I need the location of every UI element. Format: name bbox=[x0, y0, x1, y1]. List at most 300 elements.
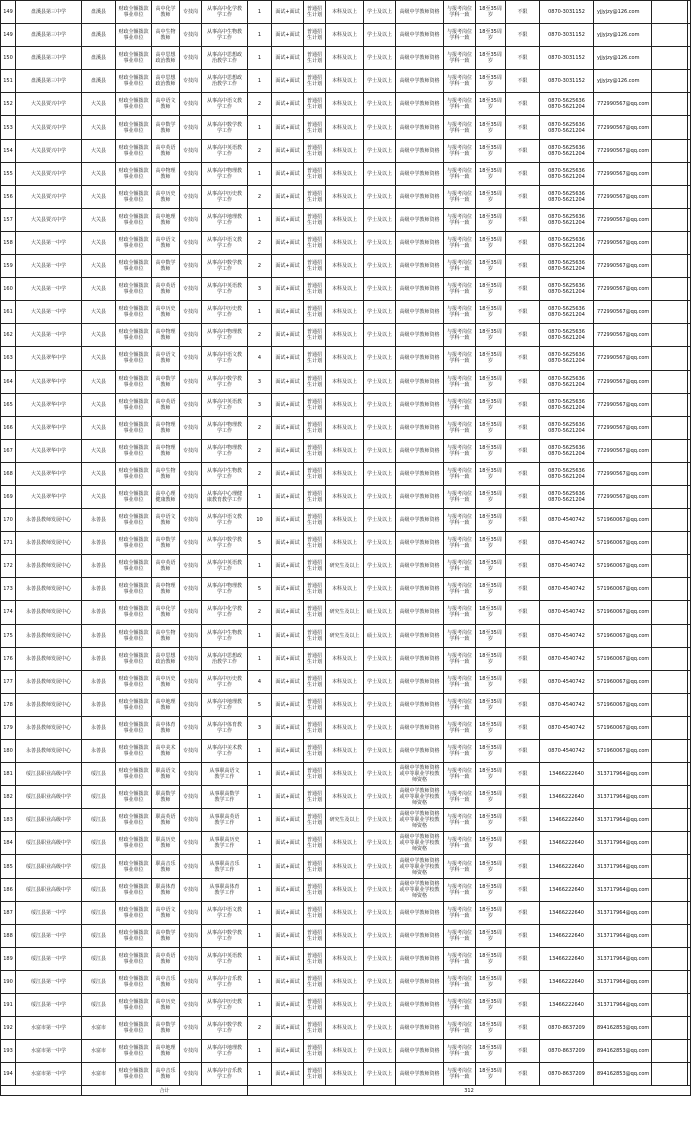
duty-cell: 从事高中历史教 学工作 bbox=[202, 301, 248, 324]
hire-count-cell: 2 bbox=[248, 93, 272, 116]
post-name-cell: 高中数学 教师 bbox=[152, 370, 180, 393]
age-range-cell: 18至35周岁 bbox=[476, 901, 506, 924]
edge-cell bbox=[688, 786, 691, 809]
contact-phone-cell: 0870-8637209 bbox=[540, 1017, 594, 1040]
contact-email-cell: 571960067@qq.com bbox=[594, 693, 652, 716]
teacher-certificate-cell: 高级中学教师资格 或中等职业学校教 师资格 bbox=[396, 809, 444, 832]
hire-count-cell: 2 bbox=[248, 324, 272, 347]
major-requirement-cell: 与报考岗位 学科一致 bbox=[444, 93, 476, 116]
enrollment-source-cell: 普通招 生计划 bbox=[304, 809, 326, 832]
degree-cell: 学士及以上 bbox=[364, 786, 396, 809]
contact-phone-cell: 0870-4540742 bbox=[540, 601, 594, 624]
contact-phone-cell: 0870-4540742 bbox=[540, 647, 594, 670]
contact-phone-cell: 0870-4540742 bbox=[540, 578, 594, 601]
exam-method-cell: 面试+面试 bbox=[272, 139, 304, 162]
post-category-cell: 专技岗 bbox=[180, 924, 202, 947]
exam-method-cell: 面试+面试 bbox=[272, 924, 304, 947]
edge-cell bbox=[688, 439, 691, 462]
degree-cell: 学士及以上 bbox=[364, 485, 396, 508]
post-name-cell: 高中物理 教师 bbox=[152, 578, 180, 601]
contact-phone-cell: 0870-4540742 bbox=[540, 693, 594, 716]
post-category-cell: 专技岗 bbox=[180, 301, 202, 324]
unit-type-cell: 财政全额拨款 事业单位 bbox=[116, 1017, 152, 1040]
major-requirement-cell: 与报考岗位 学科一致 bbox=[444, 532, 476, 555]
employer-name-cell: 大关县贾兴中学 bbox=[16, 116, 82, 139]
education-cell: 本科及以上 bbox=[326, 1063, 364, 1086]
row-number-cell: 171 bbox=[1, 532, 16, 555]
row-number-cell: 151 bbox=[1, 70, 16, 93]
enrollment-source-cell: 普通招 生计划 bbox=[304, 716, 326, 739]
edge-cell bbox=[688, 301, 691, 324]
post-name-cell: 高中语文 教师 bbox=[152, 93, 180, 116]
other-requirement-cell: 不限 bbox=[506, 1, 540, 24]
degree-cell: 学士及以上 bbox=[364, 924, 396, 947]
exam-method-cell: 面试+面试 bbox=[272, 439, 304, 462]
remark-cell bbox=[652, 393, 688, 416]
unit-type-cell: 财政全额拨款 事业单位 bbox=[116, 878, 152, 901]
table-row bbox=[1, 532, 691, 555]
contact-email-cell: 772990567@qq.com bbox=[594, 485, 652, 508]
teacher-certificate-cell: 高级中学教师资格 bbox=[396, 255, 444, 278]
contact-phone-cell: 0870-8637209 bbox=[540, 1063, 594, 1086]
teacher-certificate-cell: 高级中学教师资格 bbox=[396, 740, 444, 763]
employer-name-cell: 绥江县第一中学 bbox=[16, 970, 82, 993]
hire-count-cell: 5 bbox=[248, 532, 272, 555]
contact-email-cell: 313717964@qq.com bbox=[594, 970, 652, 993]
exam-method-cell: 面试+面试 bbox=[272, 1063, 304, 1086]
county-cell: 绥江县 bbox=[82, 878, 116, 901]
teacher-certificate-cell: 高级中学教师资格 bbox=[396, 970, 444, 993]
contact-email-cell: yjjyjzy@126.com bbox=[594, 1, 652, 24]
major-requirement-cell: 与报考岗位 学科一致 bbox=[444, 1040, 476, 1063]
major-requirement-cell: 与报考岗位 学科一致 bbox=[444, 47, 476, 70]
table-row bbox=[1, 878, 691, 901]
duty-cell: 从事高中地理教 学工作 bbox=[202, 208, 248, 231]
employer-name-cell: 大关县翠华中学 bbox=[16, 439, 82, 462]
post-name-cell: 高中数学 教师 bbox=[152, 116, 180, 139]
other-requirement-cell: 不限 bbox=[506, 693, 540, 716]
degree-cell: 学士及以上 bbox=[364, 809, 396, 832]
post-category-cell: 专技岗 bbox=[180, 809, 202, 832]
exam-method-cell: 面试+面试 bbox=[272, 740, 304, 763]
table-row bbox=[1, 24, 691, 47]
age-range-cell: 18至35周岁 bbox=[476, 763, 506, 786]
county-cell: 大关县 bbox=[82, 485, 116, 508]
major-requirement-cell: 与报考岗位 学科一致 bbox=[444, 809, 476, 832]
contact-phone-cell: 0870-4540742 bbox=[540, 555, 594, 578]
row-number-cell: 183 bbox=[1, 809, 16, 832]
unit-type-cell: 财政全额拨款 事业单位 bbox=[116, 462, 152, 485]
row-number-cell: 177 bbox=[1, 670, 16, 693]
exam-method-cell: 面试+面试 bbox=[272, 855, 304, 878]
education-cell: 本科及以上 bbox=[326, 393, 364, 416]
exam-method-cell: 面试+面试 bbox=[272, 370, 304, 393]
employer-name-cell: 大关县第一中学 bbox=[16, 231, 82, 254]
employer-name-cell: 大关县第一中学 bbox=[16, 301, 82, 324]
exam-method-cell: 面试+面试 bbox=[272, 1040, 304, 1063]
duty-cell: 从事高中思想政 治教学工作 bbox=[202, 70, 248, 93]
exam-method-cell: 面试+面试 bbox=[272, 555, 304, 578]
duty-cell: 从事高中思想政 治教学工作 bbox=[202, 647, 248, 670]
duty-cell: 从事高中生物教 学工作 bbox=[202, 462, 248, 485]
other-requirement-cell: 不限 bbox=[506, 670, 540, 693]
post-name-cell: 职高音乐 教师 bbox=[152, 855, 180, 878]
county-cell: 大关县 bbox=[82, 301, 116, 324]
enrollment-source-cell: 普通招 生计划 bbox=[304, 24, 326, 47]
exam-method-cell: 面试+面试 bbox=[272, 324, 304, 347]
contact-phone-cell: 13466222640 bbox=[540, 970, 594, 993]
age-range-cell: 18至35周岁 bbox=[476, 994, 506, 1017]
contact-phone-cell: 0870-5625636 0870-5621204 bbox=[540, 301, 594, 324]
employer-name-cell: 大关县翠华中学 bbox=[16, 393, 82, 416]
teacher-certificate-cell: 高级中学教师资格 bbox=[396, 439, 444, 462]
county-cell: 大关县 bbox=[82, 139, 116, 162]
teacher-certificate-cell: 高级中学教师资格 或中等职业学校教 师资格 bbox=[396, 878, 444, 901]
employer-name-cell: 永善县教师发展中心 bbox=[16, 693, 82, 716]
teacher-certificate-cell: 高级中学教师资格 bbox=[396, 416, 444, 439]
hire-count-cell: 1 bbox=[248, 924, 272, 947]
row-number-cell: 181 bbox=[1, 763, 16, 786]
teacher-certificate-cell: 高级中学教师资格 bbox=[396, 1, 444, 24]
duty-cell: 从事高中英语教 学工作 bbox=[202, 278, 248, 301]
enrollment-source-cell: 普通招 生计划 bbox=[304, 947, 326, 970]
table-row bbox=[1, 162, 691, 185]
remark-cell bbox=[652, 740, 688, 763]
post-name-cell: 职高体育 教师 bbox=[152, 878, 180, 901]
contact-phone-cell: 0870-5625636 0870-5621204 bbox=[540, 393, 594, 416]
exam-method-cell: 面试+面试 bbox=[272, 832, 304, 855]
post-category-cell: 专技岗 bbox=[180, 878, 202, 901]
major-requirement-cell: 与报考岗位 学科一致 bbox=[444, 670, 476, 693]
exam-method-cell: 面试+面试 bbox=[272, 1017, 304, 1040]
remark-cell bbox=[652, 370, 688, 393]
post-name-cell: 高中生物 教师 bbox=[152, 24, 180, 47]
major-requirement-cell: 与报考岗位 学科一致 bbox=[444, 786, 476, 809]
other-requirement-cell: 不限 bbox=[506, 647, 540, 670]
exam-method-cell: 面试+面试 bbox=[272, 462, 304, 485]
unit-type-cell: 财政全额拨款 事业单位 bbox=[116, 162, 152, 185]
county-cell: 绥江县 bbox=[82, 970, 116, 993]
post-name-cell: 高中化学 教师 bbox=[152, 601, 180, 624]
unit-type-cell: 财政全额拨款 事业单位 bbox=[116, 786, 152, 809]
hire-count-cell: 1 bbox=[248, 1040, 272, 1063]
county-cell: 大关县 bbox=[82, 393, 116, 416]
other-requirement-cell: 不限 bbox=[506, 301, 540, 324]
major-requirement-cell: 与报考岗位 学科一致 bbox=[444, 70, 476, 93]
edge-cell bbox=[688, 1040, 691, 1063]
education-cell: 本科及以上 bbox=[326, 855, 364, 878]
hire-count-cell: 1 bbox=[248, 301, 272, 324]
duty-cell: 从事高中地理教 学工作 bbox=[202, 693, 248, 716]
post-category-cell: 专技岗 bbox=[180, 716, 202, 739]
post-category-cell: 专技岗 bbox=[180, 1, 202, 24]
row-number-cell: 163 bbox=[1, 347, 16, 370]
other-requirement-cell: 不限 bbox=[506, 809, 540, 832]
post-name-cell: 高中物理 教师 bbox=[152, 439, 180, 462]
contact-phone-cell: 0870-8637209 bbox=[540, 1040, 594, 1063]
degree-cell: 学士及以上 bbox=[364, 278, 396, 301]
exam-method-cell: 面试+面试 bbox=[272, 878, 304, 901]
post-category-cell: 专技岗 bbox=[180, 740, 202, 763]
age-range-cell: 18至35周岁 bbox=[476, 578, 506, 601]
contact-email-cell: 313717964@qq.com bbox=[594, 994, 652, 1017]
age-range-cell: 18至35周岁 bbox=[476, 1017, 506, 1040]
post-category-cell: 专技岗 bbox=[180, 855, 202, 878]
row-number-cell: 176 bbox=[1, 647, 16, 670]
major-requirement-cell: 与报考岗位 学科一致 bbox=[444, 1017, 476, 1040]
major-requirement-cell: 与报考岗位 学科一致 bbox=[444, 370, 476, 393]
row-number-cell: 187 bbox=[1, 901, 16, 924]
contact-phone-cell: 13466222640 bbox=[540, 901, 594, 924]
hire-count-cell: 1 bbox=[248, 786, 272, 809]
age-range-cell: 18至35周岁 bbox=[476, 947, 506, 970]
remark-cell bbox=[652, 47, 688, 70]
hire-count-cell: 1 bbox=[248, 208, 272, 231]
county-cell: 绥江县 bbox=[82, 763, 116, 786]
table-row bbox=[1, 578, 691, 601]
contact-phone-cell: 0870-5625636 0870-5621204 bbox=[540, 439, 594, 462]
duty-cell: 从事高中数学教 学工作 bbox=[202, 116, 248, 139]
table-row bbox=[1, 994, 691, 1017]
major-requirement-cell: 与报考岗位 学科一致 bbox=[444, 462, 476, 485]
education-cell: 本科及以上 bbox=[326, 532, 364, 555]
teacher-certificate-cell: 高级中学教师资格 bbox=[396, 670, 444, 693]
major-requirement-cell: 与报考岗位 学科一致 bbox=[444, 116, 476, 139]
enrollment-source-cell: 普通招 生计划 bbox=[304, 601, 326, 624]
degree-cell: 学士及以上 bbox=[364, 347, 396, 370]
unit-type-cell: 财政全额拨款 事业单位 bbox=[116, 370, 152, 393]
other-requirement-cell: 不限 bbox=[506, 924, 540, 947]
major-requirement-cell: 与报考岗位 学科一致 bbox=[444, 162, 476, 185]
other-requirement-cell: 不限 bbox=[506, 162, 540, 185]
post-category-cell: 专技岗 bbox=[180, 93, 202, 116]
enrollment-source-cell: 普通招 生计划 bbox=[304, 901, 326, 924]
age-range-cell: 18至35周岁 bbox=[476, 393, 506, 416]
post-category-cell: 专技岗 bbox=[180, 624, 202, 647]
contact-email-cell: yjjyjzy@126.com bbox=[594, 47, 652, 70]
age-range-cell: 18至35周岁 bbox=[476, 924, 506, 947]
age-range-cell: 18至35周岁 bbox=[476, 855, 506, 878]
degree-cell: 学士及以上 bbox=[364, 832, 396, 855]
post-category-cell: 专技岗 bbox=[180, 324, 202, 347]
unit-type-cell: 财政全额拨款 事业单位 bbox=[116, 47, 152, 70]
post-category-cell: 专技岗 bbox=[180, 278, 202, 301]
table-row bbox=[1, 47, 691, 70]
teacher-certificate-cell: 高级中学教师资格 bbox=[396, 509, 444, 532]
table-row bbox=[1, 439, 691, 462]
duty-cell: 从事高中语文教 学工作 bbox=[202, 347, 248, 370]
duty-cell: 从事高中物理教 学工作 bbox=[202, 162, 248, 185]
row-number-cell: 164 bbox=[1, 370, 16, 393]
age-range-cell: 18至35周岁 bbox=[476, 208, 506, 231]
contact-email-cell: 313717964@qq.com bbox=[594, 832, 652, 855]
post-category-cell: 专技岗 bbox=[180, 555, 202, 578]
table-row bbox=[1, 1017, 691, 1040]
county-cell: 大关县 bbox=[82, 278, 116, 301]
remark-cell bbox=[652, 901, 688, 924]
major-requirement-cell: 与报考岗位 学科一致 bbox=[444, 208, 476, 231]
edge-cell bbox=[688, 555, 691, 578]
enrollment-source-cell: 普通招 生计划 bbox=[304, 462, 326, 485]
age-range-cell: 18至35周岁 bbox=[476, 24, 506, 47]
age-range-cell: 18至35周岁 bbox=[476, 324, 506, 347]
major-requirement-cell: 与报考岗位 学科一致 bbox=[444, 970, 476, 993]
unit-type-cell: 财政全额拨款 事业单位 bbox=[116, 970, 152, 993]
duty-cell: 从事高中美术教 学工作 bbox=[202, 740, 248, 763]
education-cell: 本科及以上 bbox=[326, 647, 364, 670]
employer-name-cell: 绥江县第一中学 bbox=[16, 994, 82, 1017]
age-range-cell: 18至35周岁 bbox=[476, 509, 506, 532]
post-name-cell: 高中语文 教师 bbox=[152, 347, 180, 370]
unit-type-cell: 财政全额拨款 事业单位 bbox=[116, 139, 152, 162]
employer-name-cell: 大关县翠华中学 bbox=[16, 347, 82, 370]
contact-phone-cell: 0870-5625636 0870-5621204 bbox=[540, 347, 594, 370]
enrollment-source-cell: 普通招 生计划 bbox=[304, 670, 326, 693]
unit-type-cell: 财政全额拨款 事业单位 bbox=[116, 70, 152, 93]
contact-email-cell: 772990567@qq.com bbox=[594, 208, 652, 231]
contact-phone-cell: 13466222640 bbox=[540, 786, 594, 809]
duty-cell: 从事高中英语教 学工作 bbox=[202, 139, 248, 162]
remark-cell bbox=[652, 624, 688, 647]
row-number-cell: 158 bbox=[1, 231, 16, 254]
hire-count-cell: 1 bbox=[248, 1, 272, 24]
hire-count-cell: 1 bbox=[248, 947, 272, 970]
contact-phone-cell: 0870-5625636 0870-5621204 bbox=[540, 116, 594, 139]
education-cell: 本科及以上 bbox=[326, 278, 364, 301]
remark-cell bbox=[652, 716, 688, 739]
teacher-certificate-cell: 高级中学教师资格 bbox=[396, 208, 444, 231]
contact-email-cell: 571960067@qq.com bbox=[594, 601, 652, 624]
teacher-certificate-cell: 高级中学教师资格 bbox=[396, 924, 444, 947]
other-requirement-cell: 不限 bbox=[506, 716, 540, 739]
unit-type-cell: 财政全额拨款 事业单位 bbox=[116, 485, 152, 508]
duty-cell: 从事高中历史教 学工作 bbox=[202, 994, 248, 1017]
edge-cell bbox=[688, 947, 691, 970]
teacher-certificate-cell: 高级中学教师资格 或中等职业学校教 师资格 bbox=[396, 786, 444, 809]
post-name-cell: 高中数学 教师 bbox=[152, 255, 180, 278]
teacher-certificate-cell: 高级中学教师资格 bbox=[396, 93, 444, 116]
enrollment-source-cell: 普通招 生计划 bbox=[304, 231, 326, 254]
hire-count-cell: 1 bbox=[248, 1063, 272, 1086]
table-row bbox=[1, 139, 691, 162]
post-name-cell: 高中数学 教师 bbox=[152, 924, 180, 947]
contact-phone-cell: 0870-5625636 0870-5621204 bbox=[540, 208, 594, 231]
contact-email-cell: 313717964@qq.com bbox=[594, 901, 652, 924]
teacher-certificate-cell: 高级中学教师资格 bbox=[396, 994, 444, 1017]
other-requirement-cell: 不限 bbox=[506, 878, 540, 901]
contact-email-cell: 571960067@qq.com bbox=[594, 670, 652, 693]
degree-cell: 学士及以上 bbox=[364, 647, 396, 670]
hire-count-cell: 4 bbox=[248, 670, 272, 693]
hire-count-cell: 1 bbox=[248, 855, 272, 878]
major-requirement-cell: 与报考岗位 学科一致 bbox=[444, 231, 476, 254]
degree-cell: 学士及以上 bbox=[364, 693, 396, 716]
hire-count-cell: 5 bbox=[248, 693, 272, 716]
edge-cell bbox=[688, 624, 691, 647]
enrollment-source-cell: 普通招 生计划 bbox=[304, 1017, 326, 1040]
row-number-cell: 150 bbox=[1, 47, 16, 70]
major-requirement-cell: 与报考岗位 学科一致 bbox=[444, 1063, 476, 1086]
hire-count-cell: 1 bbox=[248, 878, 272, 901]
table-row bbox=[1, 624, 691, 647]
age-range-cell: 18至35周岁 bbox=[476, 555, 506, 578]
table-row bbox=[1, 809, 691, 832]
contact-phone-cell: 13466222640 bbox=[540, 947, 594, 970]
table-row bbox=[1, 116, 691, 139]
education-cell: 本科及以上 bbox=[326, 439, 364, 462]
degree-cell: 学士及以上 bbox=[364, 994, 396, 1017]
age-range-cell: 18至35周岁 bbox=[476, 162, 506, 185]
table-body bbox=[1, 1, 691, 1086]
employer-name-cell: 永善县教师发展中心 bbox=[16, 509, 82, 532]
contact-phone-cell: 0870-4540742 bbox=[540, 624, 594, 647]
post-category-cell: 专技岗 bbox=[180, 1017, 202, 1040]
county-cell: 水富市 bbox=[82, 1063, 116, 1086]
contact-email-cell: 772990567@qq.com bbox=[594, 162, 652, 185]
post-category-cell: 专技岗 bbox=[180, 393, 202, 416]
unit-type-cell: 财政全额拨款 事业单位 bbox=[116, 1040, 152, 1063]
table-row bbox=[1, 416, 691, 439]
table-row bbox=[1, 255, 691, 278]
contact-phone-cell: 0870-3031152 bbox=[540, 70, 594, 93]
unit-type-cell: 财政全额拨款 事业单位 bbox=[116, 509, 152, 532]
remark-cell bbox=[652, 1063, 688, 1086]
degree-cell: 学士及以上 bbox=[364, 740, 396, 763]
employer-name-cell: 绥江县职业高级中学 bbox=[16, 809, 82, 832]
post-category-cell: 专技岗 bbox=[180, 47, 202, 70]
table-row bbox=[1, 786, 691, 809]
unit-type-cell: 财政全额拨款 事业单位 bbox=[116, 347, 152, 370]
table-row bbox=[1, 716, 691, 739]
row-number-cell: 191 bbox=[1, 994, 16, 1017]
employer-name-cell: 永善县教师发展中心 bbox=[16, 716, 82, 739]
enrollment-source-cell: 普通招 生计划 bbox=[304, 1063, 326, 1086]
county-cell: 大关县 bbox=[82, 324, 116, 347]
edge-cell bbox=[688, 578, 691, 601]
enrollment-source-cell: 普通招 生计划 bbox=[304, 994, 326, 1017]
edge-cell bbox=[688, 763, 691, 786]
major-requirement-cell: 与报考岗位 学科一致 bbox=[444, 416, 476, 439]
row-number-cell: 188 bbox=[1, 924, 16, 947]
enrollment-source-cell: 普通招 生计划 bbox=[304, 208, 326, 231]
duty-cell: 从事高中音乐教 学工作 bbox=[202, 1063, 248, 1086]
education-cell: 研究生及以上 bbox=[326, 809, 364, 832]
post-category-cell: 专技岗 bbox=[180, 970, 202, 993]
unit-type-cell: 财政全额拨款 事业单位 bbox=[116, 670, 152, 693]
total-row bbox=[1, 1086, 691, 1096]
other-requirement-cell: 不限 bbox=[506, 139, 540, 162]
contact-phone-cell: 13466222640 bbox=[540, 855, 594, 878]
remark-cell bbox=[652, 324, 688, 347]
education-cell: 本科及以上 bbox=[326, 578, 364, 601]
unit-type-cell: 财政全额拨款 事业单位 bbox=[116, 716, 152, 739]
county-cell: 大关县 bbox=[82, 347, 116, 370]
unit-type-cell: 财政全额拨款 事业单位 bbox=[116, 832, 152, 855]
remark-cell bbox=[652, 578, 688, 601]
post-name-cell: 高中思想 政治教师 bbox=[152, 647, 180, 670]
edge-cell bbox=[688, 994, 691, 1017]
contact-phone-cell: 0870-5625636 0870-5621204 bbox=[540, 139, 594, 162]
post-name-cell: 高中音乐 教师 bbox=[152, 1063, 180, 1086]
other-requirement-cell: 不限 bbox=[506, 47, 540, 70]
hire-count-cell: 1 bbox=[248, 740, 272, 763]
post-name-cell: 高中思想 政治教师 bbox=[152, 70, 180, 93]
employer-name-cell: 大关县翠华中学 bbox=[16, 370, 82, 393]
exam-method-cell: 面试+面试 bbox=[272, 347, 304, 370]
post-category-cell: 专技岗 bbox=[180, 370, 202, 393]
table-row bbox=[1, 763, 691, 786]
employer-name-cell: 大关县贾兴中学 bbox=[16, 93, 82, 116]
